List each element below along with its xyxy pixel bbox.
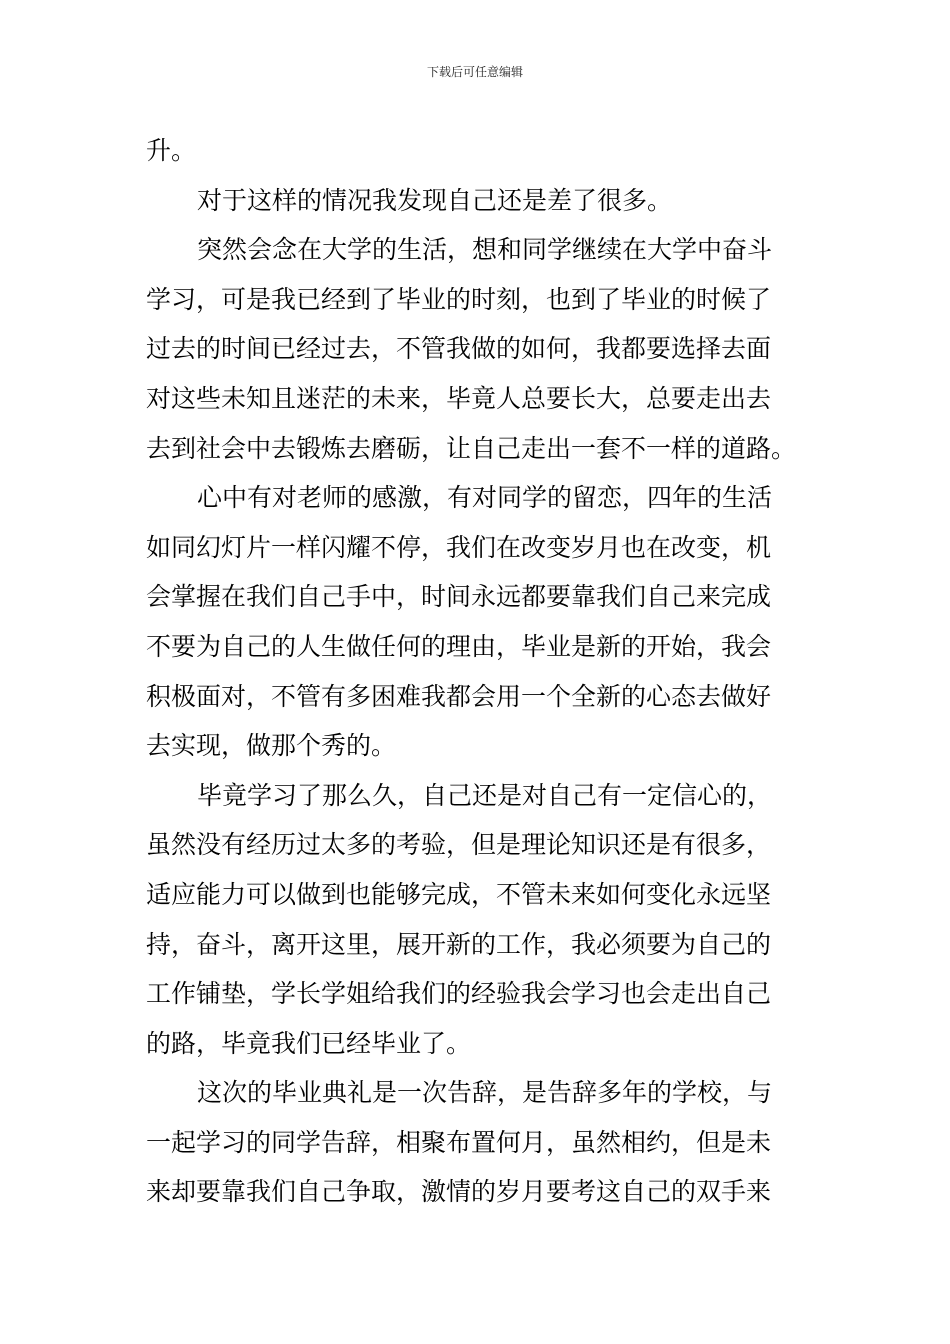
document-body	[146, 126, 810, 1217]
text-line: 过去的时间已经过去，不管我做的如何，我都要选择去面	[146, 334, 772, 364]
text-line: 来却要靠我们自己争取，激情的岁月要考这自己的双手来	[146, 1177, 772, 1207]
text-line: 会掌握在我们自己手中，时间永远都要靠我们自己来完成	[146, 582, 772, 612]
text-line: 不要为自己的人生做任何的理由，毕业是新的开始，我会	[146, 631, 772, 661]
text-line: 虽然没有经历过太多的考验，但是理论知识还是有很多，	[146, 830, 772, 860]
text-line: 去到社会中去锻炼去磨砺，让自己走出一套不一样的道路。	[146, 433, 797, 463]
text-line: 一起学习的同学告辞，相聚布置何月，虽然相约，但是未	[146, 1127, 772, 1157]
text-line: 如同幻灯片一样闪耀不停，我们在改变岁月也在改变，机	[146, 532, 772, 562]
text-line: 心中有对老师的感激，有对同学的留恋，四年的生活	[197, 483, 773, 513]
text-line: 工作铺垫，学长学姐给我们的经验我会学习也会走出自己	[146, 979, 772, 1009]
page-header: 下载后可任意编辑	[426, 65, 523, 79]
text-line: 升。	[146, 136, 197, 165]
text-line: 毕竟学习了那么久，自己还是对自己有一定信心的，	[197, 780, 773, 810]
text-line: 学习，可是我已经到了毕业的时刻，也到了毕业的时候了	[146, 284, 772, 314]
text-line: 这次的毕业典礼是一次告辞，是告辞多年的学校，与	[197, 1078, 773, 1108]
text-line: 持，奋斗，离开这里，展开新的工作，我必须要为自己的	[146, 929, 772, 959]
text-line: 突然会念在大学的生活，想和同学继续在大学中奋斗	[197, 235, 773, 265]
text-line: 对于这样的情况我发现自己还是差了很多。	[197, 185, 673, 215]
text-line: 积极面对，不管有多困难我都会用一个全新的心态去做好	[146, 681, 772, 711]
text-line: 适应能力可以做到也能够完成，不管未来如何变化永远坚	[146, 879, 772, 909]
text-line: 对这些未知且迷茫的未来，毕竟人总要长大，总要走出去	[146, 383, 772, 413]
text-line: 去实现，做那个秀的。	[146, 731, 397, 761]
text-line: 的路，毕竟我们已经毕业了。	[146, 1028, 472, 1058]
